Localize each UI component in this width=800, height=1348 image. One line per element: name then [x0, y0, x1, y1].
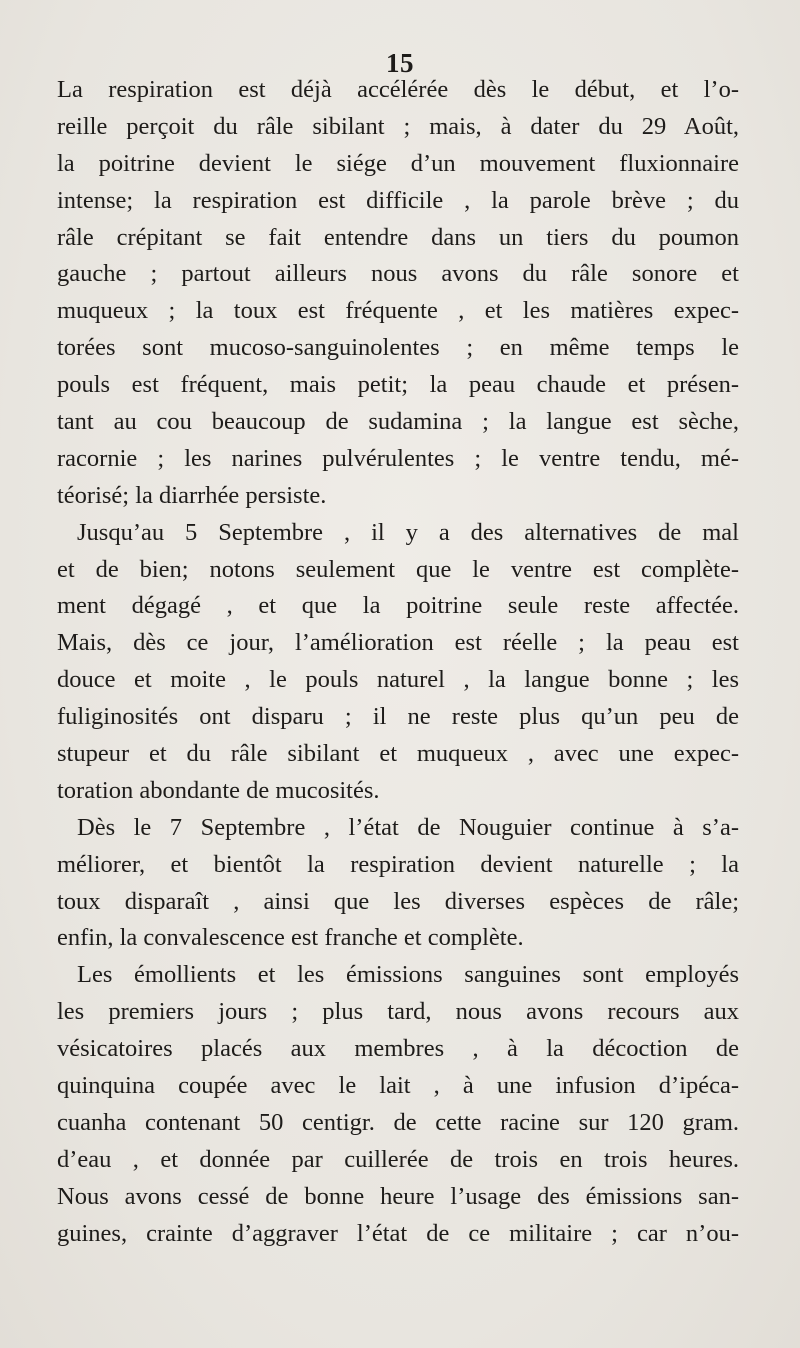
text-line: râle crépitant se fait entendre dans un tiers du poumon — [57, 223, 739, 251]
text-line: vésicatoires placés aux membres , à la décoction de — [57, 1035, 739, 1063]
text-line: pouls est fréquent, mais petit; la peau chaude et présen- — [57, 371, 739, 399]
text-line: racornie ; les narines pulvérulentes ; le ventre tendu, mé- — [57, 444, 739, 472]
text-line: et de bien; notons seulement que le ventre est complète- — [57, 555, 739, 583]
text-line: douce et moite , le pouls naturel , la langue bonne ; les — [57, 666, 739, 694]
text-line: Nous avons cessé de bonne heure l’usage des émissions san- — [57, 1182, 739, 1210]
text-line: torées sont mucoso-sanguinolentes ; en même temps le — [57, 334, 739, 362]
body-text — [57, 72, 739, 1253]
paragraph-start-line: Dès le 7 Septembre , l’état de Nouguier continue à s’a- — [77, 813, 739, 841]
text-line: quinquina coupée avec le lait , à une infusion d’ipéca- — [57, 1072, 739, 1100]
text-line: méliorer, et bientôt la respiration devient naturelle ; la — [57, 850, 739, 878]
text-line: guines, crainte d’aggraver l’état de ce militaire ; car n’ou- — [57, 1219, 739, 1247]
text-line: gauche ; partout ailleurs nous avons du râle sonore et — [57, 260, 739, 288]
paragraph-start-line: Jusqu’au 5 Septembre , il y a des alternatives de mal — [77, 518, 739, 546]
text-line: muqueux ; la toux est fréquente , et les matières expec- — [57, 297, 739, 325]
text-line: stupeur et du râle sibilant et muqueux , avec une expec- — [57, 740, 739, 768]
text-line: les premiers jours ; plus tard, nous avons recours aux — [57, 998, 739, 1026]
text-line: intense; la respiration est difficile , la parole brève ; du — [57, 186, 739, 214]
text-line: ment dégagé , et que la poitrine seule reste affectée. — [57, 592, 739, 620]
text-line: reille perçoit du râle sibilant ; mais, à dater du 29 Août, — [57, 112, 739, 140]
text-line: La respiration est déjà accélérée dès le début, et l’o- — [57, 76, 739, 103]
text-line: tant au cou beaucoup de sudamina ; la langue est sèche, — [57, 408, 739, 436]
text-line: toux disparaît , ainsi que les diverses espèces de râle; — [57, 887, 739, 915]
text-line: toration abondante de mucosités. — [57, 776, 380, 804]
text-line: cuanha contenant 50 centigr. de cette racine sur 120 gram. — [57, 1108, 739, 1136]
text-line: enfin, la convalescence est franche et complète. — [57, 924, 524, 952]
page-number: 15 — [386, 48, 414, 78]
text-line: Mais, dès ce jour, l’amélioration est réelle ; la peau est — [57, 629, 739, 657]
text-line: fuliginosités ont disparu ; il ne reste plus qu’un peu de — [57, 703, 739, 731]
text-line: téorisé; la diarrhée persiste. — [57, 481, 327, 509]
paragraph-start-line: Les émollients et les émissions sanguines sont employés — [77, 961, 739, 989]
text-line: la poitrine devient le siége d’un mouvement fluxionnaire — [57, 149, 739, 177]
text-line: d’eau , et donnée par cuillerée de trois en trois heures. — [57, 1145, 739, 1173]
